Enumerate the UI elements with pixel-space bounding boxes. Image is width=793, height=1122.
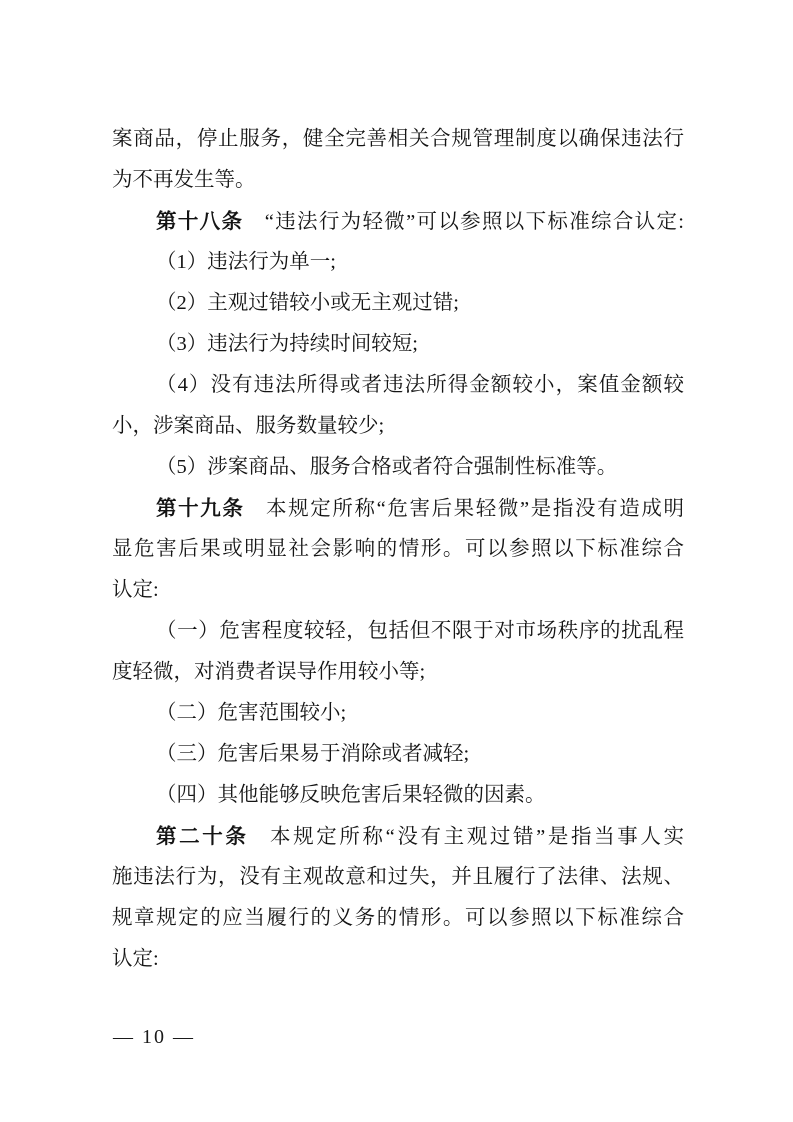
- page-number: — 10 —: [113, 1026, 195, 1048]
- list-item: （三）危害后果易于消除或者减轻;: [156, 743, 470, 765]
- list-item: （1）违法行为单一;: [156, 251, 336, 273]
- text-line: 施违法行为，没有主观故意和过失，并且履行了法律、法规、: [112, 866, 684, 888]
- list-item: （四）其他能够反映危害后果轻微的因素。: [156, 784, 546, 806]
- article-number: 第十九条: [156, 497, 245, 520]
- article-18-heading-line: [112, 201, 684, 242]
- text-line: 小，涉案商品、服务数量较少;: [112, 415, 385, 437]
- list-item: （5）涉案商品、服务合格或者符合强制性标准等。: [156, 456, 618, 478]
- article-number: 第十八条: [156, 210, 244, 233]
- list-item: （2）主观过错较小或无主观过错;: [156, 292, 459, 314]
- list-item: （3）违法行为持续时间较短;: [156, 333, 418, 355]
- text-line: 度轻微，对消费者误导作用较小等;: [112, 661, 426, 683]
- article-19-heading-line: [112, 488, 684, 529]
- text-line: 案商品，停止服务，健全完善相关合规管理制度以确保违法行: [112, 128, 684, 150]
- text-line: 规章规定的应当履行的义务的情形。可以参照以下标准综合: [112, 907, 684, 929]
- text-line: 显危害后果或明显社会影响的情形。可以参照以下标准综合: [112, 538, 684, 560]
- list-item: （4）没有违法所得或者违法所得金额较小，案值金额较: [156, 374, 684, 396]
- text-line: 认定:: [112, 948, 159, 970]
- document-body: [112, 119, 684, 980]
- list-item: （一）危害程度较轻，包括但不限于对市场秩序的扰乱程: [156, 620, 684, 642]
- list-item: （二）危害范围较小;: [156, 702, 347, 724]
- line-text: 本规定所称“危害后果轻微”是指没有造成明: [266, 498, 684, 520]
- article-number: 第二十条: [156, 825, 249, 848]
- line-text: 本规定所称“没有主观过错”是指当事人实: [270, 826, 685, 848]
- text-line: 为不再发生等。: [112, 169, 256, 191]
- article-20-heading-line: [112, 816, 684, 857]
- line-text: “违法行为轻微”可以参照以下标准综合认定:: [264, 211, 684, 233]
- text-line: 认定:: [112, 579, 159, 601]
